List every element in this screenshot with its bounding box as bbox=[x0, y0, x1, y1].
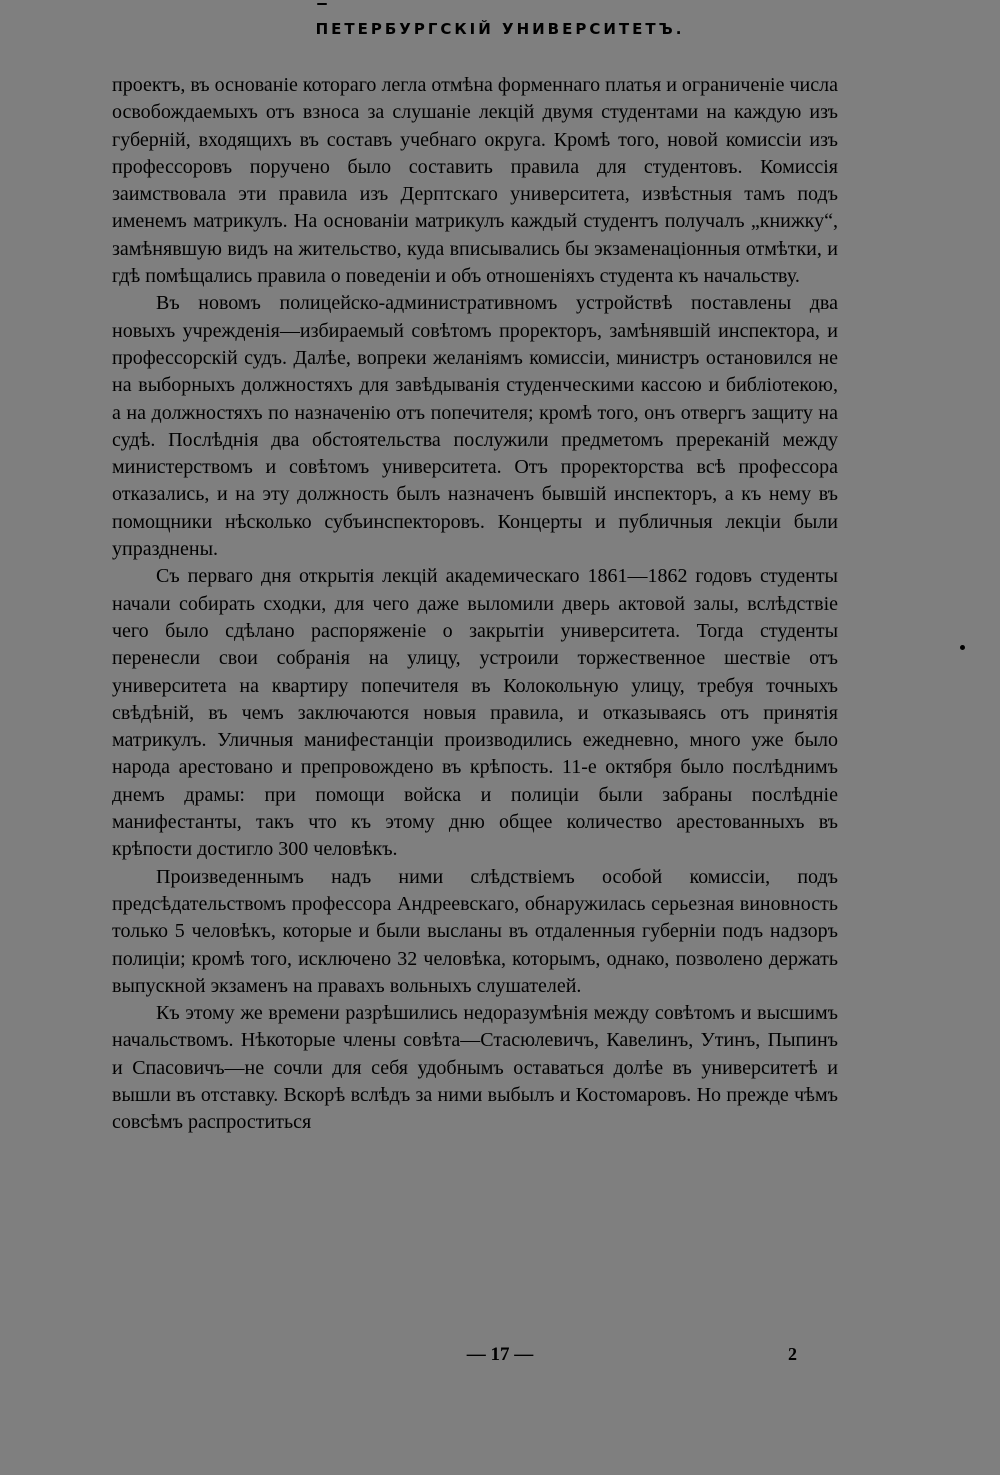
paragraph: Съ перваго дня открытія лекцій академическаго 1861—1862 годовъ студенты начали собирать сходки, для чего даже выломили дверь актовой залы, вслѣдствіе чего было сдѣлано распоряженіе о закрытіи университета. Тогда студенты перенесли свои собранія на улицу, устроили торжественное шествіе отъ университета на квартиру попечителя въ Колокольную улицу, требуя точныхъ свѣдѣній, въ чемъ заключаются новыя правила, и отказываясь отъ принятія матрикулъ. Уличныя манифестанціи производились ежедневно, много уже было народа арестовано и препровождено въ крѣпость. 11-е октября было послѣднимъ днемъ драмы: при помощи войска и полиціи были забраны послѣдніе манифестанты, такъ что къ этому дню общее количество арестованныхъ въ крѣпости достигло 300 человѣкъ. bbox=[112, 565, 838, 861]
page-number: — 17 — bbox=[466, 1344, 534, 1365]
signature-mark: 2 bbox=[788, 1344, 797, 1364]
body-text bbox=[112, 72, 838, 1137]
ink-speck bbox=[960, 645, 965, 650]
running-head: ПЕТЕРБУРГСКІЙ УНИВЕРСИТЕТЪ. bbox=[315, 20, 685, 38]
paragraph: проектъ, въ основаніе котораго легла отмѣна форменнаго платья и ограниченіе числа освобождаемыхъ отъ взноса за слушаніе лекцій двумя студентами на каждую изъ губерній, входящихъ въ составъ учебнаго округа. Кромѣ того, новой комиссіи изъ профессоровъ поручено было составить правила для студентовъ. Комиссія заимствовала эти правила изъ Дерптскаго университета, извѣстныя тамъ подъ именемъ матрикулъ. На основаніи матрикулъ каждый студентъ получалъ „книжку“, замѣнявшую видъ на жительство, куда вписывались бы экзаменаціонныя отмѣтки, и гдѣ помѣщались правила о поведеніи и объ отношеніяхъ студента къ начальству. bbox=[112, 74, 838, 288]
paragraph: Къ этому же времени разрѣшились недоразумѣнія между совѣтомъ и высшимъ начальствомъ. Нѣкоторые члены совѣта—Стасюлевичъ, Кавелинъ, Утинъ, Пыпинъ и Спасовичъ—не сочли для себя удобнымъ оставаться долѣе въ университетѣ и вышли въ отставку. Вскорѣ вслѣдъ за ними выбылъ и Костомаровъ. Но прежде чѣмъ совсѣмъ распроститься bbox=[112, 1002, 838, 1134]
paragraph: Въ новомъ полицейско-административномъ устройствѣ поставлены два новыхъ учрежденія—избираемый совѣтомъ проректоръ, замѣнявшій инспектора, и профессорскій судъ. Далѣе, вопреки желаніямъ комиссіи, министръ остановился не на выборныхъ должностяхъ для завѣдыванія студенческими кассою и библіотекою, а на должностяхъ по назначенію отъ попечителя; кромѣ того, онъ отвергъ защиту на судѣ. Послѣднія два обстоятельства послужили предметомъ пререканій между министерствомъ и совѣтомъ университета. Отъ проректорства всѣ профессора отказались, и на эту должность былъ назначенъ бывшій инспекторъ, а къ нему въ помощники нѣсколько субъинспекторовъ. Концерты и публичныя лекціи были упразднены. bbox=[112, 292, 838, 561]
paragraph: Произведеннымъ надъ ними слѣдствіемъ особой комиссіи, подъ предсѣдательствомъ профессора Андреевскаго, обнаружилась серьезная виновность только 5 человѣкъ, которые и были высланы въ отдаленныя губерніи подъ надзоръ полиціи; кромѣ того, исключено 32 человѣка, которымъ, однако, позволено держать выпускной экзаменъ на правахъ вольныхъ слушателей. bbox=[112, 865, 838, 997]
ink-speck bbox=[317, 3, 327, 5]
